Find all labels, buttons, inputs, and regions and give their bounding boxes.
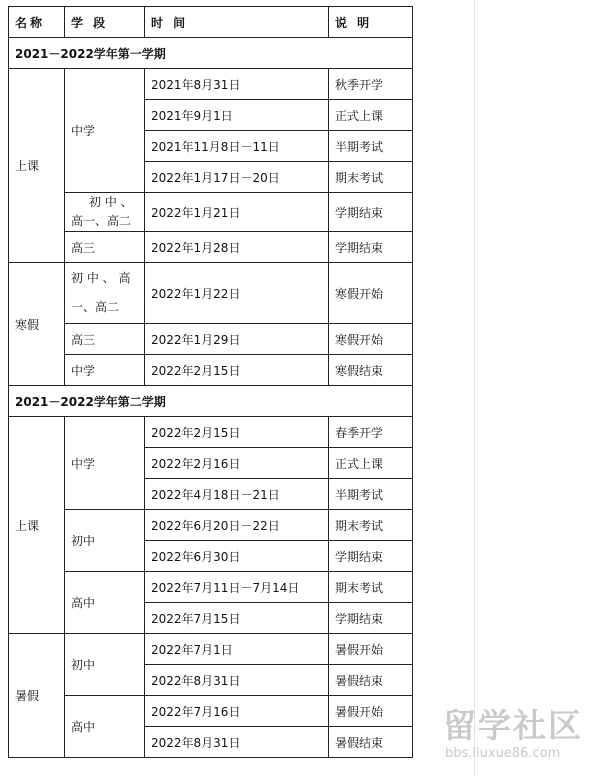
table-row bbox=[9, 193, 413, 232]
note-cell: 学期结束 bbox=[329, 193, 413, 232]
time-cell: 2022年7月15日 bbox=[145, 603, 329, 634]
note-cell: 寒假结束 bbox=[329, 355, 413, 386]
watermark bbox=[437, 700, 607, 770]
semester-2-title: 2021－2022学年第二学期 bbox=[9, 386, 413, 417]
header-time: 时 间 bbox=[145, 7, 329, 38]
header-note: 说 明 bbox=[329, 7, 413, 38]
watermark-logo-text: 留学社区 bbox=[443, 706, 583, 745]
time-cell: 2022年1月21日 bbox=[145, 193, 329, 232]
table-row bbox=[9, 324, 413, 355]
time-cell: 2021年9月1日 bbox=[145, 100, 329, 131]
semester-row bbox=[9, 386, 413, 417]
table-row bbox=[9, 69, 413, 100]
note-cell: 半期考试 bbox=[329, 479, 413, 510]
note-cell: 学期结束 bbox=[329, 603, 413, 634]
note-cell: 正式上课 bbox=[329, 448, 413, 479]
header-name: 名称 bbox=[9, 7, 65, 38]
time-cell: 2022年1月22日 bbox=[145, 263, 329, 324]
note-cell: 寒假开始 bbox=[329, 324, 413, 355]
segment-cell bbox=[65, 193, 145, 232]
page-divider bbox=[474, 0, 475, 776]
category-cell: 暑假 bbox=[9, 634, 65, 758]
time-cell: 2022年7月11日－7月14日 bbox=[145, 572, 329, 603]
table-row bbox=[9, 572, 413, 603]
note-cell: 寒假开始 bbox=[329, 263, 413, 324]
table-row bbox=[9, 232, 413, 263]
table-row bbox=[9, 355, 413, 386]
time-cell: 2022年7月16日 bbox=[145, 696, 329, 727]
time-cell: 2022年2月16日 bbox=[145, 448, 329, 479]
table-row bbox=[9, 696, 413, 727]
time-cell: 2022年4月18日－21日 bbox=[145, 479, 329, 510]
category-cell: 上课 bbox=[9, 69, 65, 263]
header-segment: 学 段 bbox=[65, 7, 145, 38]
table-row bbox=[9, 634, 413, 665]
time-cell: 2022年1月28日 bbox=[145, 232, 329, 263]
segment-cell: 初中 bbox=[65, 510, 145, 572]
segment-cell bbox=[65, 263, 145, 324]
time-cell: 2022年6月30日 bbox=[145, 541, 329, 572]
watermark-url: bbs.liuxue86.com bbox=[445, 746, 561, 761]
segment-cell: 高中 bbox=[65, 572, 145, 634]
note-cell: 学期结束 bbox=[329, 541, 413, 572]
time-cell: 2022年8月31日 bbox=[145, 727, 329, 758]
segment-line: 高一、高二 bbox=[71, 214, 132, 228]
note-cell: 期末考试 bbox=[329, 162, 413, 193]
time-cell: 2022年8月31日 bbox=[145, 665, 329, 696]
category-cell: 上课 bbox=[9, 417, 65, 634]
semester-1-title: 2021－2022学年第一学期 bbox=[9, 38, 413, 69]
note-cell: 暑假结束 bbox=[329, 665, 413, 696]
segment-cell: 中学 bbox=[65, 355, 145, 386]
time-cell: 2022年1月29日 bbox=[145, 324, 329, 355]
segment-line: 一、高二 bbox=[71, 300, 120, 314]
table-row bbox=[9, 417, 413, 448]
note-cell: 春季开学 bbox=[329, 417, 413, 448]
time-cell: 2021年11月8日－11日 bbox=[145, 131, 329, 162]
table-row bbox=[9, 263, 413, 324]
school-calendar-table bbox=[8, 6, 413, 758]
time-cell: 2021年8月31日 bbox=[145, 69, 329, 100]
category-cell: 寒假 bbox=[9, 263, 65, 386]
note-cell: 期末考试 bbox=[329, 572, 413, 603]
segment-cell: 初中 bbox=[65, 634, 145, 696]
time-cell: 2022年2月15日 bbox=[145, 355, 329, 386]
time-cell: 2022年7月1日 bbox=[145, 634, 329, 665]
note-cell: 暑假开始 bbox=[329, 696, 413, 727]
note-cell: 半期考试 bbox=[329, 131, 413, 162]
note-cell: 暑假结束 bbox=[329, 727, 413, 758]
segment-cell: 中学 bbox=[65, 69, 145, 193]
note-cell: 期末考试 bbox=[329, 510, 413, 541]
segment-line: 初 中 、 bbox=[89, 195, 133, 209]
note-cell: 正式上课 bbox=[329, 100, 413, 131]
header-row bbox=[9, 7, 413, 38]
segment-cell: 中学 bbox=[65, 417, 145, 510]
segment-cell: 高三 bbox=[65, 324, 145, 355]
note-cell: 秋季开学 bbox=[329, 69, 413, 100]
segment-cell: 高三 bbox=[65, 232, 145, 263]
table-row bbox=[9, 510, 413, 541]
time-cell: 2022年1月17日－20日 bbox=[145, 162, 329, 193]
segment-cell: 高中 bbox=[65, 696, 145, 758]
time-cell: 2022年6月20日－22日 bbox=[145, 510, 329, 541]
semester-row bbox=[9, 38, 413, 69]
time-cell: 2022年2月15日 bbox=[145, 417, 329, 448]
segment-line: 初 中 、 高 bbox=[71, 271, 131, 285]
note-cell: 暑假开始 bbox=[329, 634, 413, 665]
note-cell: 学期结束 bbox=[329, 232, 413, 263]
